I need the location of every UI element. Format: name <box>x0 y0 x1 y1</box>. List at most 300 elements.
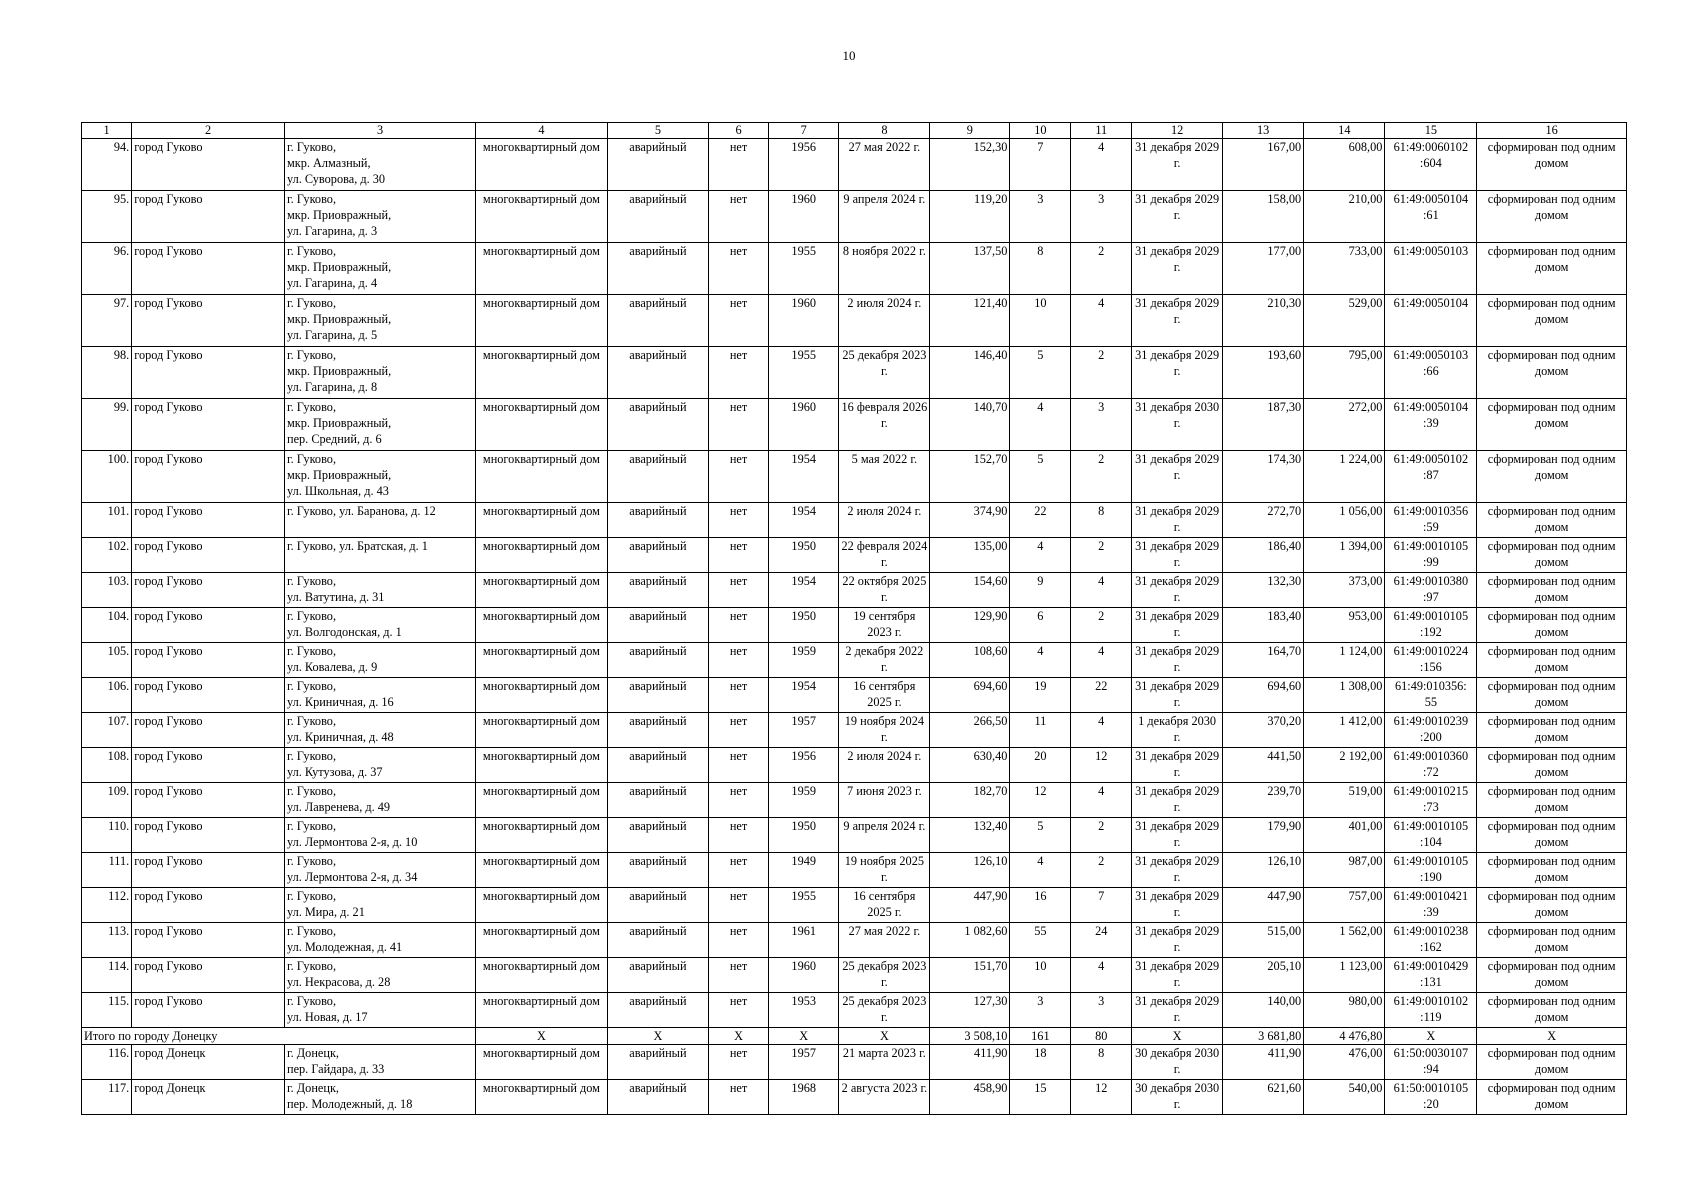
column-14-cell: 1 124,00 <box>1304 643 1385 678</box>
area-cell: 152,30 <box>930 139 1010 191</box>
table-row <box>82 643 1627 678</box>
area-cell: 266,50 <box>930 713 1010 748</box>
column-11-cell: 2 <box>1071 347 1132 399</box>
recognition-date-cell: 16 сентября 2025 г. <box>839 678 930 713</box>
column-6-cell: нет <box>709 713 769 748</box>
deadline-cell: 31 декабря 2029 г. <box>1132 958 1223 993</box>
cadastral-number-cell: 61:49:0060102 :604 <box>1385 139 1477 191</box>
land-plot-note-cell: сформирован под одним домом <box>1477 853 1627 888</box>
status-cell: аварийный <box>607 783 709 818</box>
municipality-cell: город Гуково <box>132 958 285 993</box>
land-plot-note-cell: сформирован под одним домом <box>1477 243 1627 295</box>
column-6-cell: нет <box>709 608 769 643</box>
area-cell: 127,30 <box>930 993 1010 1028</box>
recognition-date-cell: 21 марта 2023 г. <box>839 1045 930 1080</box>
deadline-cell: 31 декабря 2029 г. <box>1132 295 1223 347</box>
table-row <box>82 783 1627 818</box>
column-11-cell: 12 <box>1071 1080 1132 1115</box>
status-cell: аварийный <box>607 243 709 295</box>
year-cell: 1955 <box>768 347 839 399</box>
recognition-date-cell: 2 декабря 2022 г. <box>839 643 930 678</box>
land-plot-note-cell: сформирован под одним домом <box>1477 818 1627 853</box>
area-cell: 182,70 <box>930 783 1010 818</box>
column-13-cell: 158,00 <box>1223 191 1304 243</box>
area-cell: 154,60 <box>930 573 1010 608</box>
column-10-cell: 4 <box>1010 643 1071 678</box>
column-11-cell: 4 <box>1071 295 1132 347</box>
land-plot-note-cell: сформирован под одним домом <box>1477 713 1627 748</box>
column-13-cell: 441,50 <box>1223 748 1304 783</box>
column-14-cell: 987,00 <box>1304 853 1385 888</box>
land-plot-note-cell: сформирован под одним домом <box>1477 678 1627 713</box>
municipality-cell: город Гуково <box>132 783 285 818</box>
column-11-cell: 12 <box>1071 748 1132 783</box>
cadastral-number-cell: 61:49:0050103 :66 <box>1385 347 1477 399</box>
table-row <box>82 1080 1627 1115</box>
building-type-cell: многоквартирный дом <box>476 451 607 503</box>
area-cell: 374,90 <box>930 503 1010 538</box>
year-cell: 1957 <box>768 1045 839 1080</box>
area-cell: 135,00 <box>930 538 1010 573</box>
column-11-cell: 4 <box>1071 643 1132 678</box>
year-cell: 1949 <box>768 853 839 888</box>
column-14-cell: 1 308,00 <box>1304 678 1385 713</box>
column-14-cell: 1 056,00 <box>1304 503 1385 538</box>
column-13-cell: 210,30 <box>1223 295 1304 347</box>
land-plot-note-cell: сформирован под одним домом <box>1477 993 1627 1028</box>
subtotal-value: Х <box>839 1028 930 1045</box>
building-type-cell: многоквартирный дом <box>476 347 607 399</box>
column-6-cell: нет <box>709 243 769 295</box>
building-type-cell: многоквартирный дом <box>476 139 607 191</box>
land-plot-note-cell: сформирован под одним домом <box>1477 139 1627 191</box>
year-cell: 1955 <box>768 888 839 923</box>
address-cell: г. Гуково, ул. Лавренева, д. 49 <box>284 783 475 818</box>
column-11-cell: 4 <box>1071 783 1132 818</box>
address-cell: г. Гуково, мкр. Приовражный, ул. Гагарина, д. 5 <box>284 295 475 347</box>
column-13-cell: 174,30 <box>1223 451 1304 503</box>
row-number: 106. <box>82 678 132 713</box>
table-row <box>82 958 1627 993</box>
status-cell: аварийный <box>607 573 709 608</box>
status-cell: аварийный <box>607 399 709 451</box>
cadastral-number-cell: 61:49:0010215 :73 <box>1385 783 1477 818</box>
column-6-cell: нет <box>709 678 769 713</box>
column-14-cell: 401,00 <box>1304 818 1385 853</box>
municipality-cell: город Гуково <box>132 818 285 853</box>
column-10-cell: 10 <box>1010 295 1071 347</box>
table-row <box>82 503 1627 538</box>
column-11-cell: 2 <box>1071 853 1132 888</box>
year-cell: 1959 <box>768 783 839 818</box>
land-plot-note-cell: сформирован под одним домом <box>1477 1045 1627 1080</box>
column-13-cell: 370,20 <box>1223 713 1304 748</box>
column-header: 9 <box>930 123 1010 139</box>
column-14-cell: 529,00 <box>1304 295 1385 347</box>
column-14-cell: 210,00 <box>1304 191 1385 243</box>
column-10-cell: 6 <box>1010 608 1071 643</box>
cadastral-number-cell: 61:50:0030107 :94 <box>1385 1045 1477 1080</box>
column-header: 15 <box>1385 123 1477 139</box>
land-plot-note-cell: сформирован под одним домом <box>1477 451 1627 503</box>
year-cell: 1954 <box>768 451 839 503</box>
column-6-cell: нет <box>709 451 769 503</box>
column-6-cell: нет <box>709 888 769 923</box>
cadastral-number-cell: 61:49:0010356 :59 <box>1385 503 1477 538</box>
address-cell: г. Гуково, ул. Баранова, д. 12 <box>284 503 475 538</box>
column-14-cell: 519,00 <box>1304 783 1385 818</box>
table-row <box>82 295 1627 347</box>
column-14-cell: 980,00 <box>1304 993 1385 1028</box>
column-10-cell: 8 <box>1010 243 1071 295</box>
deadline-cell: 31 декабря 2029 г. <box>1132 643 1223 678</box>
column-14-cell: 2 192,00 <box>1304 748 1385 783</box>
building-type-cell: многоквартирный дом <box>476 191 607 243</box>
address-cell: г. Гуково, мкр. Приовражный, ул. Гагарина, д. 3 <box>284 191 475 243</box>
land-plot-note-cell: сформирован под одним домом <box>1477 643 1627 678</box>
column-6-cell: нет <box>709 191 769 243</box>
recognition-date-cell: 9 апреля 2024 г. <box>839 818 930 853</box>
subtotal-value: 3 681,80 <box>1223 1028 1304 1045</box>
status-cell: аварийный <box>607 1045 709 1080</box>
subtotal-value: Х <box>1477 1028 1627 1045</box>
column-11-cell: 22 <box>1071 678 1132 713</box>
address-cell: г. Донецк, пер. Молодежный, д. 18 <box>284 1080 475 1115</box>
status-cell: аварийный <box>607 451 709 503</box>
building-type-cell: многоквартирный дом <box>476 243 607 295</box>
recognition-date-cell: 19 ноября 2024 г. <box>839 713 930 748</box>
address-cell: г. Гуково, ул. Мира, д. 21 <box>284 888 475 923</box>
column-13-cell: 140,00 <box>1223 993 1304 1028</box>
building-type-cell: многоквартирный дом <box>476 993 607 1028</box>
status-cell: аварийный <box>607 608 709 643</box>
address-cell: г. Гуково, ул. Криничная, д. 16 <box>284 678 475 713</box>
column-10-cell: 11 <box>1010 713 1071 748</box>
column-13-cell: 621,60 <box>1223 1080 1304 1115</box>
column-13-cell: 177,00 <box>1223 243 1304 295</box>
building-type-cell: многоквартирный дом <box>476 958 607 993</box>
year-cell: 1968 <box>768 1080 839 1115</box>
table-row <box>82 748 1627 783</box>
subtotal-value: Х <box>1132 1028 1223 1045</box>
deadline-cell: 30 декабря 2030 г. <box>1132 1080 1223 1115</box>
status-cell: аварийный <box>607 958 709 993</box>
status-cell: аварийный <box>607 538 709 573</box>
column-14-cell: 1 224,00 <box>1304 451 1385 503</box>
cadastral-number-cell: 61:49:0010429 :131 <box>1385 958 1477 993</box>
row-number: 103. <box>82 573 132 608</box>
table-row <box>82 451 1627 503</box>
recognition-date-cell: 16 сентября 2025 г. <box>839 888 930 923</box>
cadastral-number-cell: 61:49:0010105 :192 <box>1385 608 1477 643</box>
column-11-cell: 4 <box>1071 958 1132 993</box>
subtotal-value: 3 508,10 <box>930 1028 1010 1045</box>
recognition-date-cell: 22 февраля 2024 г. <box>839 538 930 573</box>
status-cell: аварийный <box>607 643 709 678</box>
building-type-cell: многоквартирный дом <box>476 853 607 888</box>
column-6-cell: нет <box>709 538 769 573</box>
subtotal-row <box>82 1028 1627 1045</box>
area-cell: 458,90 <box>930 1080 1010 1115</box>
address-cell: г. Гуково, мкр. Приовражный, пер. Средний, д. 6 <box>284 399 475 451</box>
column-6-cell: нет <box>709 347 769 399</box>
deadline-cell: 31 декабря 2029 г. <box>1132 243 1223 295</box>
cadastral-number-cell: 61:49:0010238 :162 <box>1385 923 1477 958</box>
land-plot-note-cell: сформирован под одним домом <box>1477 958 1627 993</box>
land-plot-note-cell: сформирован под одним домом <box>1477 608 1627 643</box>
land-plot-note-cell: сформирован под одним домом <box>1477 538 1627 573</box>
year-cell: 1953 <box>768 993 839 1028</box>
municipality-cell: город Гуково <box>132 139 285 191</box>
building-type-cell: многоквартирный дом <box>476 399 607 451</box>
row-number: 97. <box>82 295 132 347</box>
land-plot-note-cell: сформирован под одним домом <box>1477 783 1627 818</box>
municipality-cell: город Гуково <box>132 643 285 678</box>
column-11-cell: 7 <box>1071 888 1132 923</box>
recognition-date-cell: 19 ноября 2025 г. <box>839 853 930 888</box>
area-cell: 140,70 <box>930 399 1010 451</box>
area-cell: 1 082,60 <box>930 923 1010 958</box>
year-cell: 1960 <box>768 295 839 347</box>
row-number: 95. <box>82 191 132 243</box>
column-11-cell: 4 <box>1071 713 1132 748</box>
row-number: 108. <box>82 748 132 783</box>
table-row <box>82 191 1627 243</box>
table-row <box>82 993 1627 1028</box>
row-number: 99. <box>82 399 132 451</box>
subtotal-value: 80 <box>1071 1028 1132 1045</box>
column-6-cell: нет <box>709 643 769 678</box>
column-6-cell: нет <box>709 923 769 958</box>
column-14-cell: 1 394,00 <box>1304 538 1385 573</box>
column-11-cell: 2 <box>1071 538 1132 573</box>
status-cell: аварийный <box>607 993 709 1028</box>
column-6-cell: нет <box>709 818 769 853</box>
deadline-cell: 30 декабря 2030 г. <box>1132 1045 1223 1080</box>
municipality-cell: город Гуково <box>132 243 285 295</box>
cadastral-number-cell: 61:49:0050104 <box>1385 295 1477 347</box>
area-cell: 152,70 <box>930 451 1010 503</box>
column-10-cell: 4 <box>1010 399 1071 451</box>
column-10-cell: 9 <box>1010 573 1071 608</box>
building-type-cell: многоквартирный дом <box>476 643 607 678</box>
cadastral-number-cell: 61:49:0010421 :39 <box>1385 888 1477 923</box>
column-14-cell: 953,00 <box>1304 608 1385 643</box>
land-plot-note-cell: сформирован под одним домом <box>1477 503 1627 538</box>
column-10-cell: 55 <box>1010 923 1071 958</box>
column-13-cell: 183,40 <box>1223 608 1304 643</box>
area-cell: 126,10 <box>930 853 1010 888</box>
column-10-cell: 20 <box>1010 748 1071 783</box>
column-11-cell: 3 <box>1071 993 1132 1028</box>
year-cell: 1961 <box>768 923 839 958</box>
row-number: 102. <box>82 538 132 573</box>
row-number: 98. <box>82 347 132 399</box>
cadastral-number-cell: 61:49:0010224 :156 <box>1385 643 1477 678</box>
column-14-cell: 1 562,00 <box>1304 923 1385 958</box>
cadastral-number-cell: 61:49:010356: 55 <box>1385 678 1477 713</box>
column-header: 8 <box>839 123 930 139</box>
municipality-cell: город Гуково <box>132 573 285 608</box>
column-6-cell: нет <box>709 783 769 818</box>
column-13-cell: 272,70 <box>1223 503 1304 538</box>
recognition-date-cell: 19 сентября 2023 г. <box>839 608 930 643</box>
subtotal-value: Х <box>709 1028 769 1045</box>
municipality-cell: город Гуково <box>132 295 285 347</box>
cadastral-number-cell: 61:49:0010239 :200 <box>1385 713 1477 748</box>
recognition-date-cell: 25 декабря 2023 г. <box>839 347 930 399</box>
status-cell: аварийный <box>607 748 709 783</box>
column-11-cell: 8 <box>1071 503 1132 538</box>
cadastral-number-cell: 61:49:0050104 :61 <box>1385 191 1477 243</box>
land-plot-note-cell: сформирован под одним домом <box>1477 573 1627 608</box>
address-cell: г. Гуково, ул. Волгодонская, д. 1 <box>284 608 475 643</box>
column-header: 4 <box>476 123 607 139</box>
municipality-cell: город Гуково <box>132 888 285 923</box>
column-10-cell: 5 <box>1010 451 1071 503</box>
row-number: 114. <box>82 958 132 993</box>
column-14-cell: 795,00 <box>1304 347 1385 399</box>
address-cell: г. Донецк, пер. Гайдара, д. 33 <box>284 1045 475 1080</box>
column-13-cell: 239,70 <box>1223 783 1304 818</box>
column-10-cell: 12 <box>1010 783 1071 818</box>
building-type-cell: многоквартирный дом <box>476 678 607 713</box>
area-cell: 132,40 <box>930 818 1010 853</box>
municipality-cell: город Донецк <box>132 1045 285 1080</box>
year-cell: 1960 <box>768 958 839 993</box>
year-cell: 1950 <box>768 818 839 853</box>
column-14-cell: 1 123,00 <box>1304 958 1385 993</box>
column-header: 7 <box>768 123 839 139</box>
column-6-cell: нет <box>709 1045 769 1080</box>
row-number: 94. <box>82 139 132 191</box>
table-row <box>82 608 1627 643</box>
column-13-cell: 132,30 <box>1223 573 1304 608</box>
land-plot-note-cell: сформирован под одним домом <box>1477 923 1627 958</box>
deadline-cell: 31 декабря 2029 г. <box>1132 538 1223 573</box>
column-header: 13 <box>1223 123 1304 139</box>
cadastral-number-cell: 61:49:0050104 :39 <box>1385 399 1477 451</box>
column-14-cell: 757,00 <box>1304 888 1385 923</box>
status-cell: аварийный <box>607 853 709 888</box>
municipality-cell: город Гуково <box>132 399 285 451</box>
column-6-cell: нет <box>709 748 769 783</box>
column-10-cell: 7 <box>1010 139 1071 191</box>
address-cell: г. Гуково, ул. Братская, д. 1 <box>284 538 475 573</box>
subtotal-label: Итого по городу Донецку <box>82 1028 476 1045</box>
column-6-cell: нет <box>709 958 769 993</box>
land-plot-note-cell: сформирован под одним домом <box>1477 888 1627 923</box>
table-row <box>82 347 1627 399</box>
year-cell: 1950 <box>768 608 839 643</box>
column-6-cell: нет <box>709 1080 769 1115</box>
column-10-cell: 4 <box>1010 538 1071 573</box>
address-cell: г. Гуково, ул. Некрасова, д. 28 <box>284 958 475 993</box>
table-row <box>82 853 1627 888</box>
row-number: 115. <box>82 993 132 1028</box>
row-number: 112. <box>82 888 132 923</box>
cadastral-number-cell: 61:49:0010105 :99 <box>1385 538 1477 573</box>
recognition-date-cell: 25 декабря 2023 г. <box>839 993 930 1028</box>
row-number: 96. <box>82 243 132 295</box>
area-cell: 630,40 <box>930 748 1010 783</box>
recognition-date-cell: 27 мая 2022 г. <box>839 923 930 958</box>
building-type-cell: многоквартирный дом <box>476 1045 607 1080</box>
column-6-cell: нет <box>709 853 769 888</box>
subtotal-value: Х <box>1385 1028 1477 1045</box>
address-cell: г. Гуково, мкр. Алмазный, ул. Суворова, д. 30 <box>284 139 475 191</box>
column-6-cell: нет <box>709 993 769 1028</box>
land-plot-note-cell: сформирован под одним домом <box>1477 191 1627 243</box>
year-cell: 1955 <box>768 243 839 295</box>
column-10-cell: 22 <box>1010 503 1071 538</box>
column-14-cell: 1 412,00 <box>1304 713 1385 748</box>
column-13-cell: 193,60 <box>1223 347 1304 399</box>
recognition-date-cell: 8 ноября 2022 г. <box>839 243 930 295</box>
area-cell: 129,90 <box>930 608 1010 643</box>
subtotal-value: Х <box>768 1028 839 1045</box>
recognition-date-cell: 7 июня 2023 г. <box>839 783 930 818</box>
column-10-cell: 5 <box>1010 347 1071 399</box>
column-header: 16 <box>1477 123 1627 139</box>
deadline-cell: 31 декабря 2029 г. <box>1132 923 1223 958</box>
municipality-cell: город Гуково <box>132 748 285 783</box>
column-13-cell: 447,90 <box>1223 888 1304 923</box>
deadline-cell: 31 декабря 2029 г. <box>1132 888 1223 923</box>
table-row <box>82 139 1627 191</box>
building-type-cell: многоквартирный дом <box>476 818 607 853</box>
column-13-cell: 205,10 <box>1223 958 1304 993</box>
area-cell: 411,90 <box>930 1045 1010 1080</box>
year-cell: 1954 <box>768 678 839 713</box>
cadastral-number-cell: 61:49:0010105 :190 <box>1385 853 1477 888</box>
year-cell: 1956 <box>768 748 839 783</box>
column-header: 2 <box>132 123 285 139</box>
address-cell: г. Гуково, мкр. Приовражный, ул. Школьная, д. 43 <box>284 451 475 503</box>
row-number: 101. <box>82 503 132 538</box>
cadastral-number-cell: 61:50:0010105 :20 <box>1385 1080 1477 1115</box>
row-number: 100. <box>82 451 132 503</box>
recognition-date-cell: 2 июля 2024 г. <box>839 748 930 783</box>
column-header: 10 <box>1010 123 1071 139</box>
status-cell: аварийный <box>607 678 709 713</box>
column-header: 3 <box>284 123 475 139</box>
column-11-cell: 8 <box>1071 1045 1132 1080</box>
status-cell: аварийный <box>607 503 709 538</box>
deadline-cell: 31 декабря 2029 г. <box>1132 191 1223 243</box>
year-cell: 1960 <box>768 191 839 243</box>
municipality-cell: город Гуково <box>132 347 285 399</box>
row-number: 116. <box>82 1045 132 1080</box>
row-number: 105. <box>82 643 132 678</box>
status-cell: аварийный <box>607 191 709 243</box>
column-11-cell: 4 <box>1071 573 1132 608</box>
deadline-cell: 31 декабря 2029 г. <box>1132 139 1223 191</box>
table-row <box>82 818 1627 853</box>
column-13-cell: 186,40 <box>1223 538 1304 573</box>
table-row <box>82 538 1627 573</box>
building-type-cell: многоквартирный дом <box>476 503 607 538</box>
column-13-cell: 164,70 <box>1223 643 1304 678</box>
land-plot-note-cell: сформирован под одним домом <box>1477 399 1627 451</box>
column-11-cell: 4 <box>1071 139 1132 191</box>
cadastral-number-cell: 61:49:0010102 :119 <box>1385 993 1477 1028</box>
deadline-cell: 31 декабря 2029 г. <box>1132 818 1223 853</box>
year-cell: 1954 <box>768 573 839 608</box>
table-row <box>82 923 1627 958</box>
area-cell: 119,20 <box>930 191 1010 243</box>
municipality-cell: город Гуково <box>132 713 285 748</box>
